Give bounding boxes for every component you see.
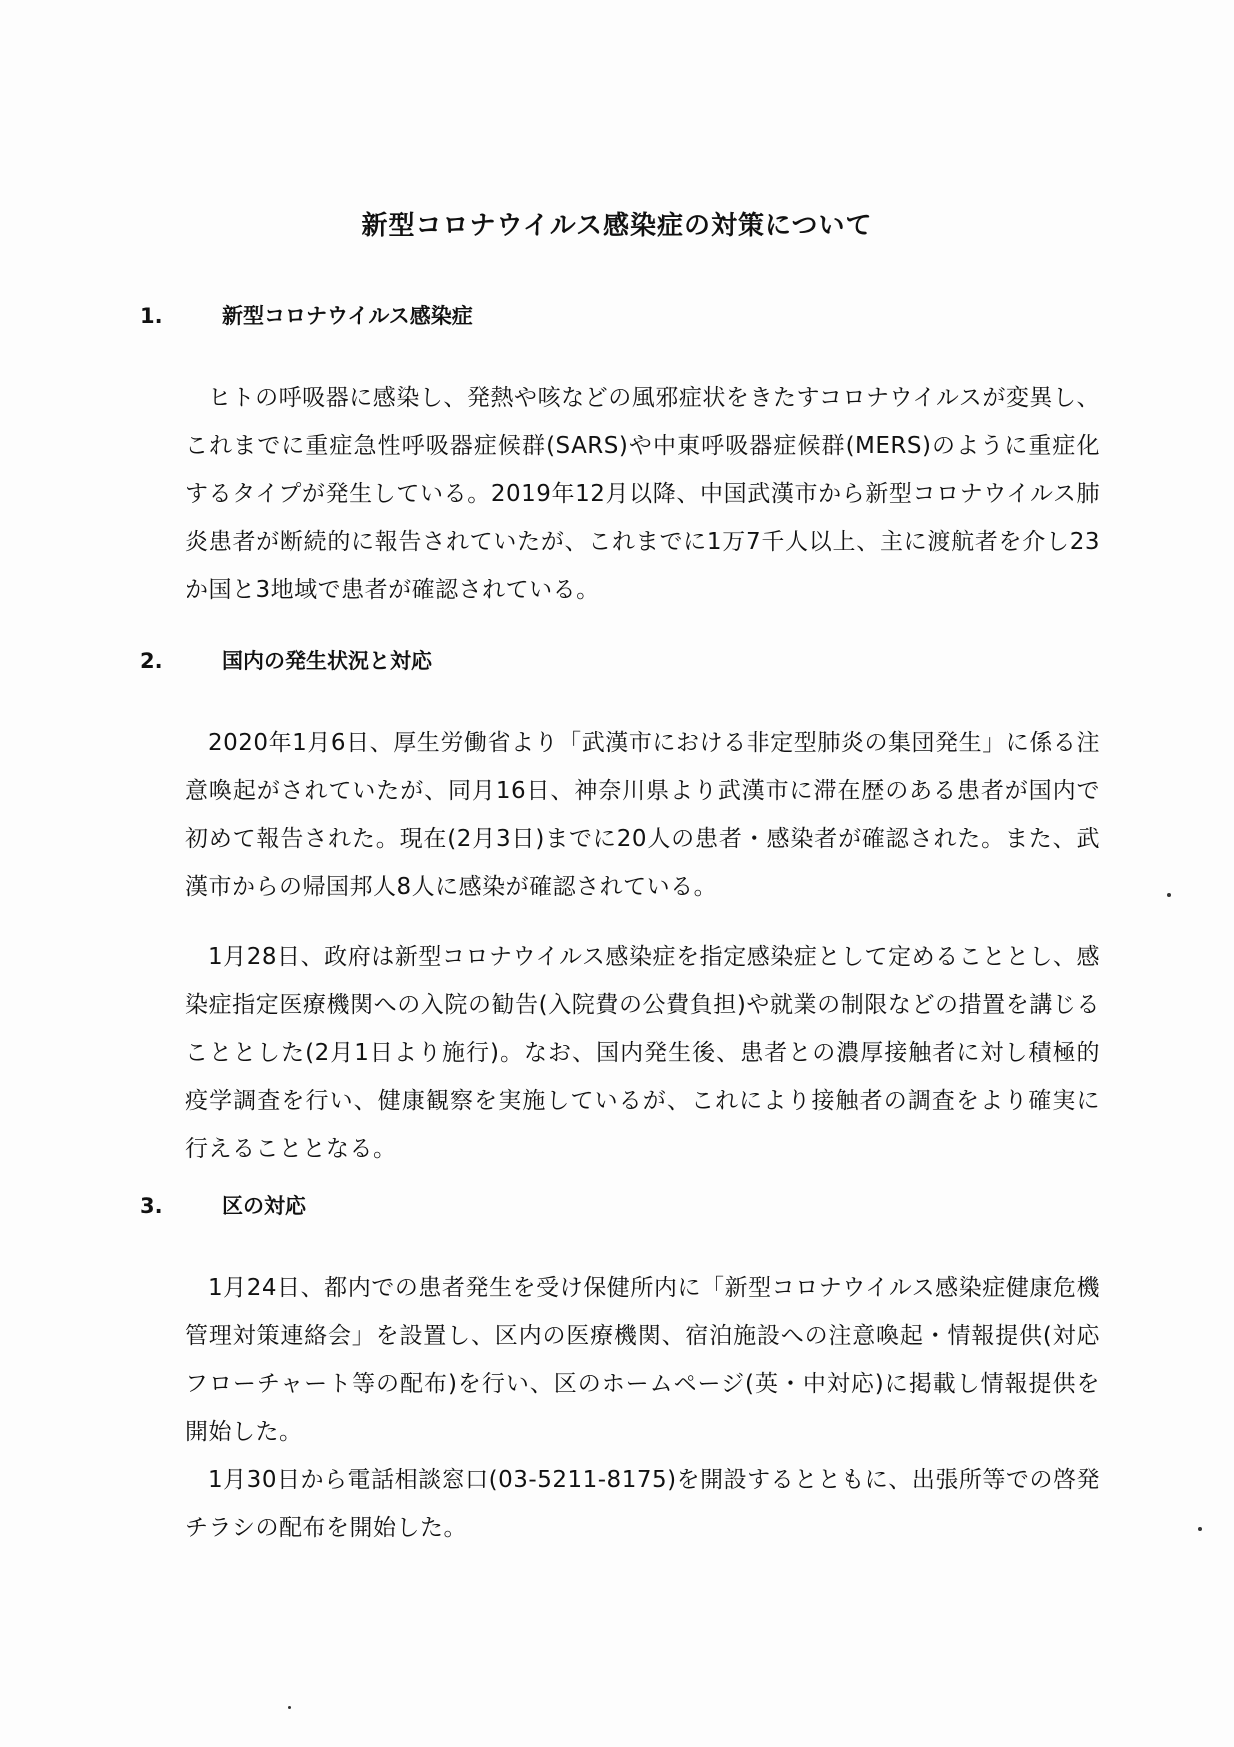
section-2 (140, 645, 1100, 1173)
paragraph: 1月28日、政府は新型コロナウイルス感染症を指定感染症として定めることとし、感染症指定医療機関への入院の勧告(入院費の公費負担)や就業の制限などの措置を講じることとした(2月1日より施行)。なお、国内発生後、患者との濃厚接触者に対し積極的疫学調査を行い、健康観察を実施しているが、これにより接触者の調査をより確実に行えることとなる。 (185, 944, 1100, 1162)
section-3 (140, 1190, 1100, 1552)
section-number: 3. (140, 1194, 163, 1218)
section-title: 国内の発生状況と対応 (222, 649, 432, 673)
section-number: 2. (140, 649, 163, 673)
scan-speck (1167, 893, 1171, 897)
scan-speck (1198, 1527, 1202, 1531)
section-1 (140, 300, 1100, 614)
section-heading (140, 1190, 1100, 1224)
paragraph: 2020年1月6日、厚生労働省より「武漢市における非定型肺炎の集団発生」に係る注意喚起がされていたが、同月16日、神奈川県より武漢市に滞在歴のある患者が国内で初めて報告された。現在(2月3日)までに20人の患者・感染者が確認された。また、武漢市からの帰国邦人8人に感染が確認されている。 (185, 730, 1100, 900)
scan-speck (288, 1706, 291, 1709)
paragraph: 1月24日、都内での患者発生を受け保健所内に「新型コロナウイルス感染症健康危機管理対策連絡会」を設置し、区内の医療機関、宿泊施設への注意喚起・情報提供(対応フローチャート等の配布)を行い、区のホームページ(英・中対応)に掲載し情報提供を開始した。 (185, 1275, 1100, 1445)
paragraph: 1月30日から電話相談窓口(03-5211-8175)を開設するとともに、出張所等での啓発チラシの配布を開始した。 (185, 1467, 1100, 1541)
document-title: 新型コロナウイルス感染症の対策について (361, 211, 873, 241)
section-heading (140, 300, 1100, 334)
section-heading (140, 645, 1100, 679)
section-title: 新型コロナウイルス感染症 (222, 304, 473, 328)
section-title: 区の対応 (222, 1194, 306, 1218)
section-number: 1. (140, 304, 163, 328)
paragraph: ヒトの呼吸器に感染し、発熱や咳などの風邪症状をきたすコロナウイルスが変異し、これまでに重症急性呼吸器症候群(SARS)や中東呼吸器症候群(MERS)のように重症化するタイプが発生している。2019年12月以降、中国武漢市から新型コロナウイルス肺炎患者が断続的に報告されていたが、これまでに1万7千人以上、主に渡航者を介し23か国と3地域で患者が確認されている。 (185, 385, 1100, 603)
